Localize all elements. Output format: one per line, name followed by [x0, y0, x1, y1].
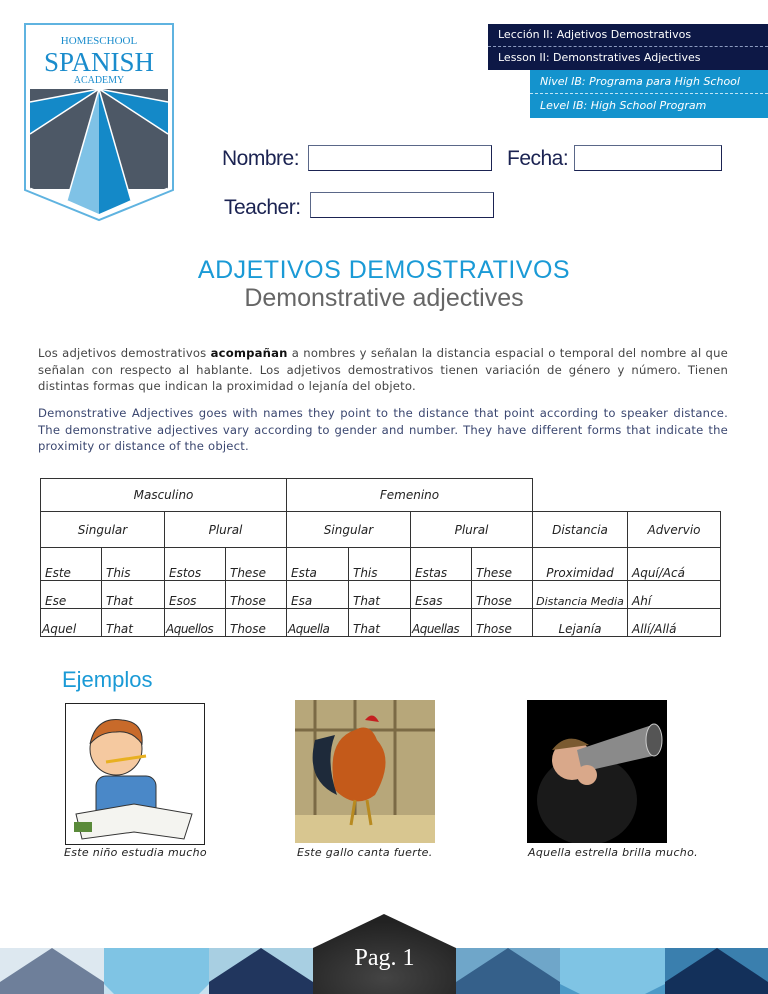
school-logo	[22, 22, 176, 222]
page-title-en: Demonstrative adjectives	[244, 284, 524, 312]
table-cell: This	[102, 548, 165, 581]
lesson-title-es: Lección II: Adjetivos Demostrativos	[488, 24, 768, 47]
table-row	[41, 581, 721, 609]
page-number: Pag. 1	[354, 945, 415, 971]
header-plural: Plural	[411, 512, 533, 548]
example-image-boy-studying	[65, 703, 205, 845]
intro-spanish: Los adjetivos demostrativos acompañan a nombres y señalan la distancia espacial o temporal del nombre al que señalan con respecto al hablante. Los adjetivos demostrativos tienen variación de género y número. Tienen distintas formas que indican la proximidad o lejanía del objeto.	[38, 346, 728, 393]
example-image-rooster	[295, 700, 433, 843]
page-title-es: ADJETIVOS DEMOSTRATIVOS	[197, 256, 571, 284]
table-cell: Lejanía	[533, 609, 628, 637]
teacher-label: Teacher:	[224, 196, 301, 219]
lesson-banner	[488, 24, 768, 70]
table-cell: Ahí	[628, 581, 721, 609]
date-field[interactable]	[574, 145, 722, 171]
header-plural: Plural	[165, 512, 287, 548]
table-cell: Aquel	[41, 609, 102, 637]
table-row	[41, 548, 721, 581]
example-caption: Aquella estrella brilla mucho.	[528, 846, 698, 859]
table-cell: Estos	[165, 548, 226, 581]
table-cell: Those	[226, 581, 287, 609]
example-image-telescope	[527, 700, 665, 843]
table-cell: Esta	[287, 548, 349, 581]
header-masculino: Masculino	[41, 479, 287, 512]
table-row	[41, 609, 721, 637]
table-cell: That	[349, 581, 411, 609]
logo-line-homeschool: HOMESCHOOL	[60, 35, 138, 47]
table-cell: Estas	[411, 548, 472, 581]
table-cell: This	[349, 548, 411, 581]
table-cell: Proximidad	[533, 548, 628, 581]
level-title-es: Nivel IB: Programa para High School	[530, 70, 768, 94]
table-cell: These	[472, 548, 533, 581]
level-banner	[530, 70, 768, 118]
examples-heading: Ejemplos	[62, 667, 153, 692]
header-femenino: Femenino	[287, 479, 533, 512]
logo-line-spanish: SPANISH	[43, 47, 155, 77]
table-cell: Those	[472, 581, 533, 609]
example-caption: Este niño estudia mucho	[64, 846, 207, 859]
lesson-title-en: Lesson II: Demonstratives Adjectives	[498, 51, 701, 64]
name-field[interactable]	[308, 145, 492, 171]
table-cell: Este	[41, 548, 102, 581]
table-cell: Ese	[41, 581, 102, 609]
table-cell: Aquellas	[411, 609, 472, 637]
table-cell: That	[102, 581, 165, 609]
table-cell: Those	[226, 609, 287, 637]
table-cell: Aquí/Acá	[628, 548, 721, 581]
logo-line-academy: ACADEMY	[73, 75, 125, 86]
table-cell: Esas	[411, 581, 472, 609]
table-cell: Esa	[287, 581, 349, 609]
table-cell: That	[349, 609, 411, 637]
table-cell: Allí/Allá	[628, 609, 721, 637]
demonstratives-table	[40, 478, 721, 637]
table-cell: Distancia Media	[533, 581, 628, 609]
date-label: Fecha:	[507, 147, 569, 170]
name-label: Nombre:	[222, 147, 300, 170]
table-cell: Esos	[165, 581, 226, 609]
table-cell: Those	[472, 609, 533, 637]
intro-english: Demonstrative Adjectives goes with names they point to the distance that point according to speaker distance. The demonstrative adjectives vary according to gender and number. They have different forms that indicate the proximity or distance of the object.	[38, 406, 728, 453]
example-caption: Este gallo canta fuerte.	[297, 846, 433, 859]
table-cell: Aquellos	[165, 609, 226, 637]
header-distancia: Distancia	[533, 512, 628, 548]
table-cell: These	[226, 548, 287, 581]
header-singular: Singular	[287, 512, 411, 548]
header-advervio: Advervio	[628, 512, 721, 548]
header-singular: Singular	[41, 512, 165, 548]
table-cell: That	[102, 609, 165, 637]
level-title-en: Level IB: High School Program	[540, 99, 707, 112]
table-cell: Aquella	[287, 609, 349, 637]
teacher-field[interactable]	[310, 192, 494, 218]
